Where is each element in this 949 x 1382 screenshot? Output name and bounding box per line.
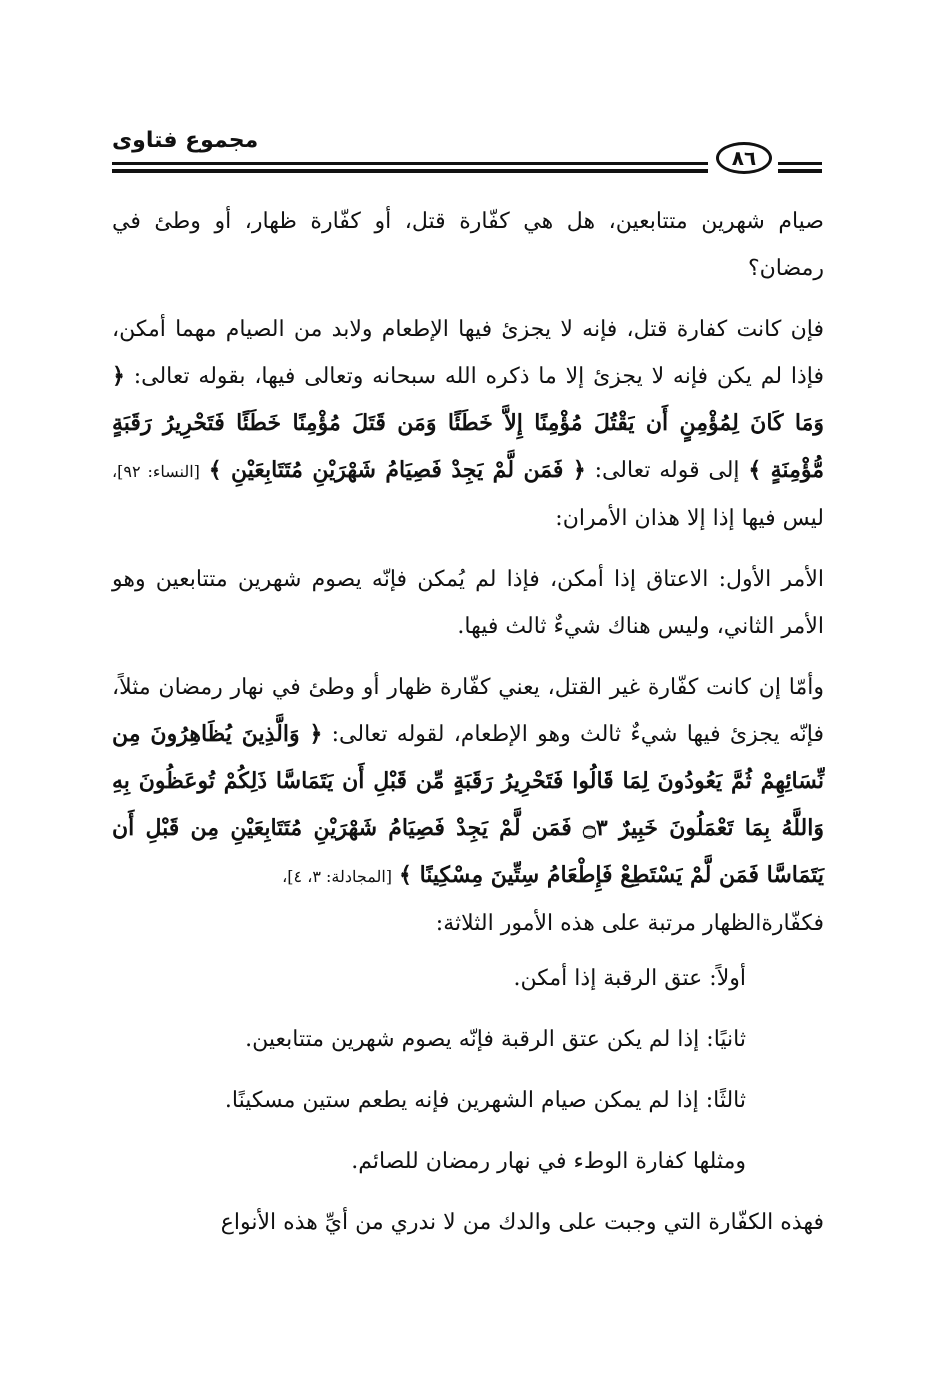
list-item: أولاً: عتق الرقبة إذا أمكن.: [513, 966, 746, 991]
verse-reference: [المجادلة: ٣، ٤]،: [282, 867, 393, 886]
paragraph-text: ليس فيها إذا إلا هذان الأمران:: [555, 506, 824, 531]
quran-verse: ﴿ وَمَا كَانَ لِمُؤْمِنٍ أَن يَقْتُلَ مُؤْمِنًا إِلاَّ خَطَئًا وَمَن قَتَلَ مُؤْمِنًا خَطَئًا فَتَحْرِيرُ رَقَبَةٍ مُّؤْمِنَةٍ ﴾: [112, 363, 825, 483]
header-rule-right-thick: [778, 169, 822, 173]
paragraph-zihar-expiation: [112, 664, 824, 900]
header-rule-right: [778, 162, 822, 165]
paragraph-killing-expiation: [112, 306, 824, 542]
header-rule: [112, 162, 708, 165]
page-number: ٨٦: [716, 142, 772, 174]
paragraph-question: صيام شهرين متتابعين، هل هي كفّارة قتل، أو كفّارة ظهار، أو وطئ في رمضان؟: [112, 209, 824, 281]
page-body: [112, 198, 824, 1260]
paragraph-text: وأمّا إن كانت كفّارة غير القتل، يعني كفّارة ظهار أو وطئ في نهار رمضان مثلاً، فإنّه يجزئ فيها شيءٌ ثالث وهو الإطعام، لقوله تعالى:: [112, 675, 824, 747]
paragraph-similar: ومثلها كفارة الوطء في نهار رمضان للصائم.: [351, 1149, 746, 1174]
quran-verse: ﴿ فَمَن لَّمْ يَجِدْ فَصِيَامُ شَهْرَيْنِ مُتَتَابِعَيْنِ ﴾: [208, 457, 586, 483]
paragraph-text: إلى قوله تعالى:: [594, 458, 740, 483]
quran-verse: ﴿ وَالَّذِينَ يُظَاهِرُونَ مِن نِّسَائِهِمْ ثُمَّ يَعُودُونَ لِمَا قَالُوا فَتَحْرِيرُ رَقَبَةٍ مِّن قَبْلِ أَن يَتَمَاسَّا ذَلِكُمْ تُوعَظُونَ بِهِ وَاللَّهُ بِمَا تَعْمَلُونَ خَبِيرٌ ۝٣ فَمَن لَّمْ يَجِدْ فَصِيَامُ شَهْرَيْنِ مُتَتَابِعَيْنِ مِن قَبْلِ أَن يَتَمَاسَّا فَمَن لَّمْ يَسْتَطِعْ فَإِطْعَامُ سِتِّينَ مِسْكِينًا ﴾: [112, 721, 824, 888]
page-header: [112, 120, 822, 180]
paragraph-first-matter: الأمر الأول: الاعتاق إذا أمكن، فإذا لم يُمكن فإنّه يصوم شهرين متتابعين وهو الأمر الثاني، وليس هناك شيءٌ ثالث فيها.: [112, 567, 824, 639]
header-rule-thick: [112, 169, 708, 173]
book-title: مجموع فتاوى: [112, 128, 259, 153]
verse-reference: [النساء: ٩٢]،: [112, 462, 200, 481]
paragraph-closing: فهذه الكفّارة التي وجبت على والدك من لا ندري من أيِّ هذه الأنواع: [220, 1210, 824, 1235]
list-item: ثانيًا: إذا لم يكن عتق الرقبة فإنّه يصوم شهرين متتابعين.: [245, 1027, 746, 1052]
list-item: ثالثًا: إذا لم يمكن صيام الشهرين فإنه يطعم ستين مسكينًا.: [224, 1088, 746, 1113]
paragraph-text: فإن كانت كفارة قتل، فإنه لا يجزئ فيها الإطعام ولابد من الصيام مهما أمكن، فإذا لم يكن فإنه لا يجزئ إلا ما ذكره الله سبحانه وتعالى فيها، بقوله تعالى:: [112, 317, 824, 389]
paragraph-order: فكفّارةالظهار مرتبة على هذه الأمور الثلاثة:: [435, 911, 824, 936]
